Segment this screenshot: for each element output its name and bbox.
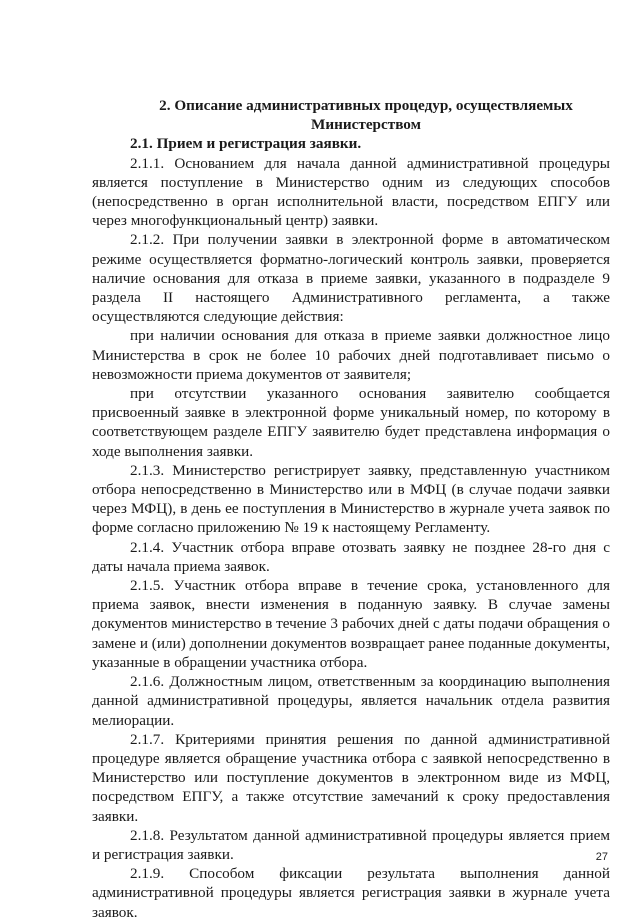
paragraph-2-1-6: 2.1.6. Должностным лицом, ответственным за координацию выполнения данной административной процедуры, является начальник отдела развития мелиорации. <box>92 673 610 729</box>
subsection-title: 2.1. Прием и регистрация заявки. <box>130 135 362 153</box>
paragraph-2-1-5: 2.1.5. Участник отбора вправе в течение срока, установленного для приема заявок, внести изменения в поданную заявку. В случае замены документов министерство в течение 3 рабочих дней с даты подачи обращения о замене и (или) дополнении документов возвращает ранее поданные документы, указанные в обращении участника отбора. <box>92 577 610 671</box>
paragraph-2-1-8: 2.1.8. Результатом данной административной процедуры является прием и регистрация заявки. <box>92 826 610 863</box>
document-page <box>92 96 610 922</box>
section-title: 2. Описание административных процедур, осуществляемых Министерством <box>159 97 573 134</box>
page-number: 27 <box>595 851 608 863</box>
paragraph-2-1-1: 2.1.1. Основанием для начала данной административной процедуры является поступление в Министерство одним из следующих способов (непосредственно в орган исполнительной власти, посредством ЕПГУ или через многофункциональный центр) заявки. <box>92 154 610 230</box>
paragraph-2-1-2: 2.1.2. При получении заявки в электронной форме в автоматическом режиме осуществляется форматно-логический контроль заявки, проверяется наличие основания для отказа в приеме заявки, указанного в подразделе 9 раздела II настоящего Административного регламента, а также осуществляются следующие действия: <box>92 231 610 326</box>
paragraph-2-1-4: 2.1.4. Участник отбора вправе отозвать заявку не позднее 28-го дня с даты начала приема заявок. <box>92 538 610 575</box>
paragraph-2-1-9: 2.1.9. Способом фиксации результата выполнения данной административной процедуры является регистрация заявки в журнале учета заявок. <box>92 865 610 921</box>
paragraph-refusal-case: при наличии основания для отказа в приеме заявки должностное лицо Министерства в срок не более 10 рабочих дней подготавливает письмо о невозможности приема документов от заявителя; <box>92 327 610 383</box>
paragraph-2-1-3: 2.1.3. Министерство регистрирует заявку, представленную участником отбора непосредственно в Министерство или в МФЦ (в случае подачи заявки через МФЦ), в день ее поступления в Министерство в журнале учета заявок по форме согласно приложению № 19 к настоящему Регламенту. <box>92 461 610 537</box>
paragraph-no-refusal-case: при отсутствии указанного основания заявителю сообщается присвоенный заявке в электронной форме уникальный номер, по которому в соответствующем разделе ЕПГУ заявителю будет представлена информация о ходе выполнения заявки. <box>92 385 610 460</box>
paragraph-2-1-7: 2.1.7. Критериями принятия решения по данной административной процедуре является обращение участника отбора с заявкой непосредственно в Министерство или поступление документов в электронном виде из МФЦ, посредством ЕПГУ, а также отсутствие замечаний к сроку предоставления заявки. <box>92 730 610 825</box>
